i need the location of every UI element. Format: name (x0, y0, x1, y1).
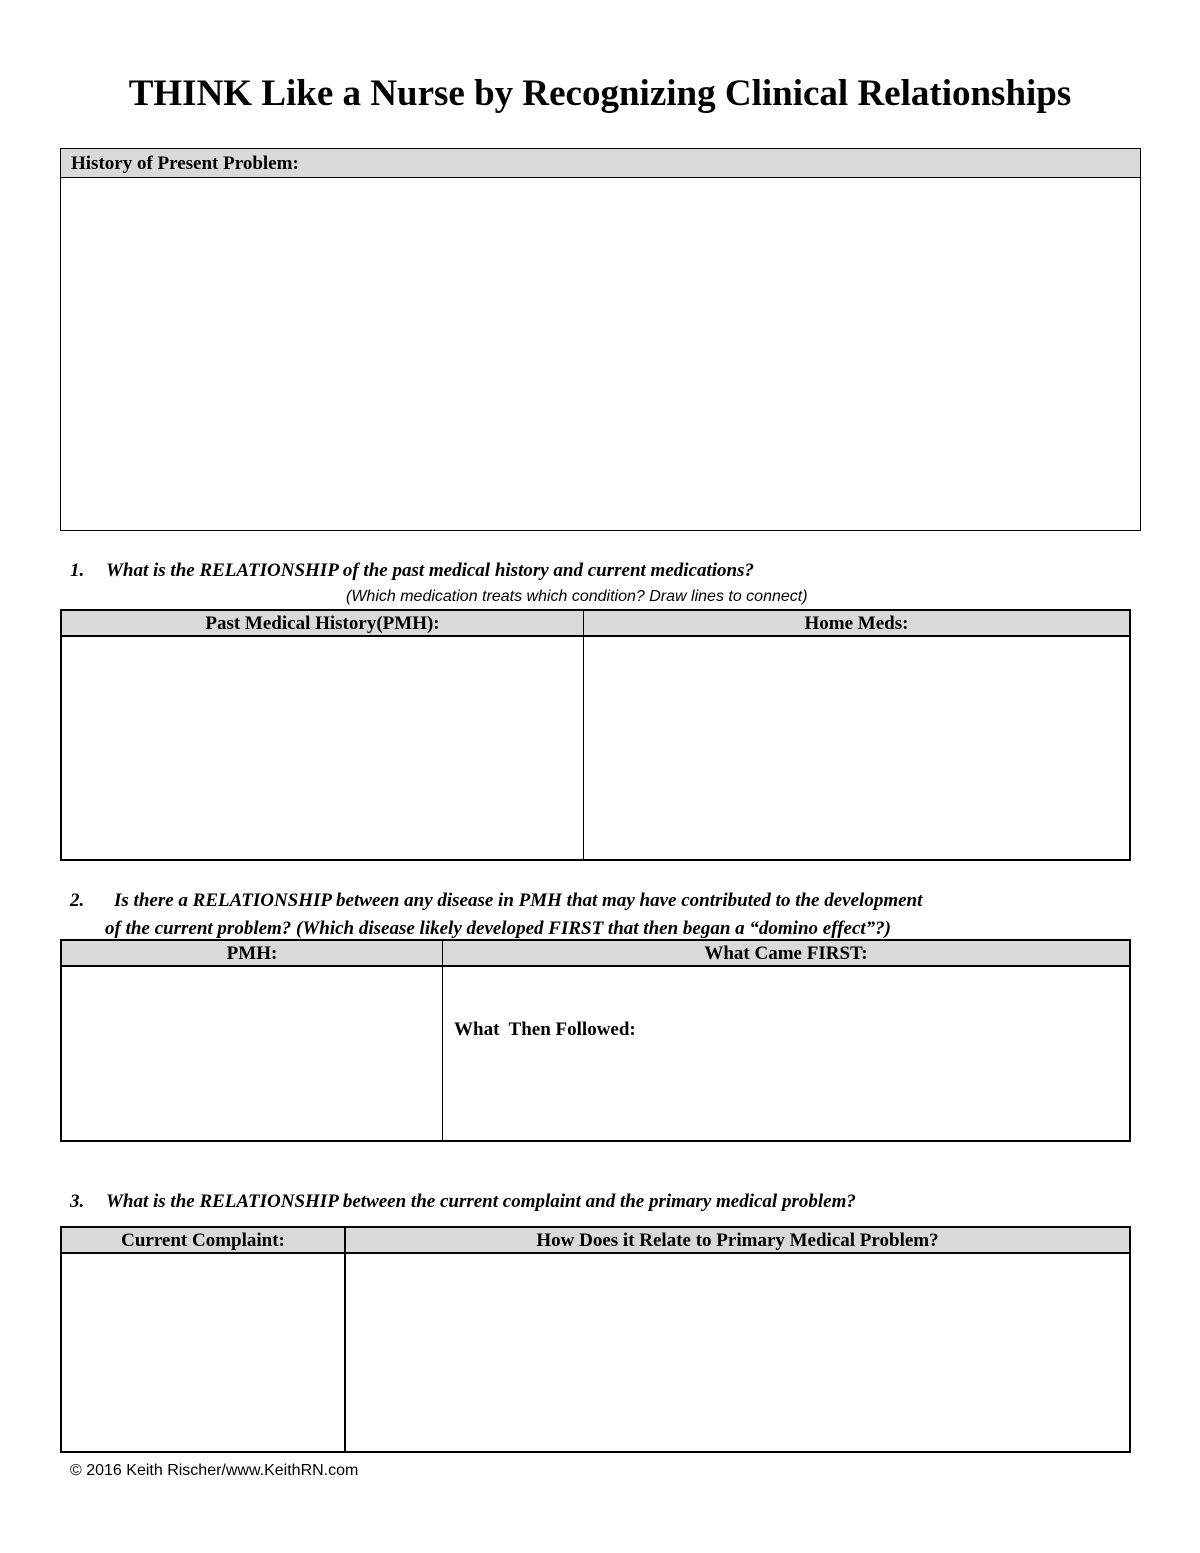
home-meds-header: Home Meds: (584, 611, 1129, 637)
relation-field[interactable] (346, 1254, 1129, 1451)
relation-header: How Does it Relate to Primary Medical Problem? (346, 1228, 1129, 1254)
q1-table (60, 609, 1131, 861)
page-title: THINK Like a Nurse by Recognizing Clinical Relationships (128, 73, 1072, 114)
current-complaint-column (62, 1228, 346, 1451)
what-then-followed-label: What Then Followed: (454, 1019, 636, 1040)
q2-pmh-header: PMH: (62, 941, 442, 967)
question-1 (70, 560, 754, 582)
question-2-number: 2. (70, 890, 85, 911)
pmh-header: Past Medical History(PMH): (62, 611, 583, 637)
question-3-number: 3. (70, 1191, 85, 1212)
question-2 (70, 887, 922, 943)
what-came-first-field[interactable] (443, 967, 1129, 1140)
history-box (60, 148, 1141, 531)
what-came-first-header: What Came FIRST: (443, 941, 1129, 967)
question-2-text-line1: Is there a RELATIONSHIP between any disease in PMH that may have contributed to the development (114, 890, 923, 911)
q3-table (60, 1226, 1131, 1453)
relation-column (346, 1228, 1129, 1451)
copyright-footer: © 2016 Keith Rischer/www.KeithRN.com (70, 1462, 359, 1479)
q2-table (60, 939, 1131, 1142)
question-1-hint: (Which medication treats which condition? Draw lines to connect) (346, 588, 808, 605)
current-complaint-field[interactable] (62, 1254, 344, 1451)
history-field[interactable] (61, 178, 1140, 530)
history-header: History of Present Problem: (61, 149, 1140, 178)
home-meds-column (584, 611, 1129, 859)
question-1-number: 1. (70, 560, 85, 581)
q2-pmh-field[interactable] (62, 967, 442, 1140)
question-1-text: What is the RELATIONSHIP of the past medical history and current medications? (106, 560, 755, 581)
question-3-text: What is the RELATIONSHIP between the current complaint and the primary medical problem? (106, 1191, 856, 1212)
home-meds-field[interactable] (584, 637, 1129, 859)
question-2-text-line2: of the current problem? (Which disease likely developed FIRST that then began a “domino effect”?) (105, 918, 891, 939)
current-complaint-header: Current Complaint: (62, 1228, 344, 1254)
q2-pmh-column (62, 941, 443, 1140)
question-3 (70, 1191, 856, 1213)
pmh-field[interactable] (62, 637, 583, 859)
what-came-first-column (443, 941, 1129, 1140)
pmh-column (62, 611, 584, 859)
